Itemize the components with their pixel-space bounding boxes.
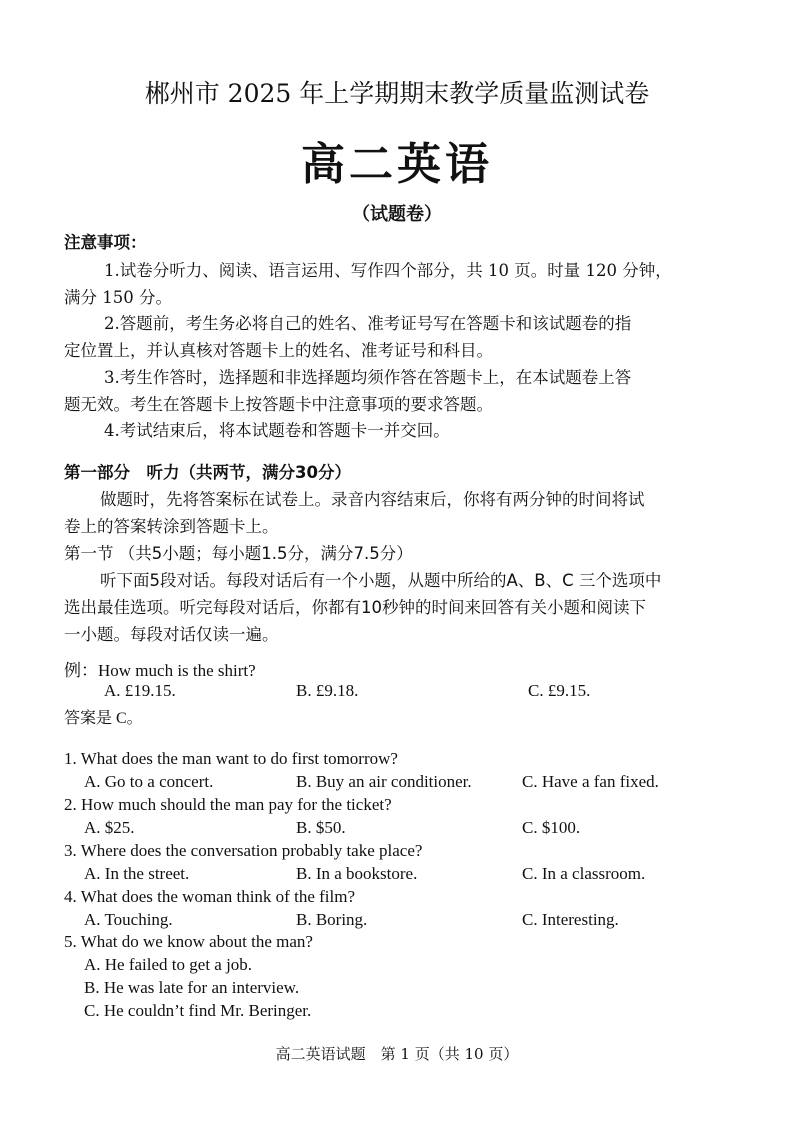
q1-option-c: C. Have a fan fixed. <box>522 772 659 791</box>
notice-line: 满分 150 分。 <box>64 288 172 307</box>
question-1: 1. What does the man want to do first tomorrow? <box>64 749 398 768</box>
q5-option-c: C. He couldn’t find Mr. Beringer. <box>84 1001 312 1020</box>
question-4: 4. What does the woman think of the film? <box>64 887 355 906</box>
part1-intro-line: 卷上的答案转涂到答题卡上。 <box>64 517 279 536</box>
notice-title: 注意事项： <box>64 233 147 252</box>
section1-intro-line: 选出最佳选项。听完每段对话后，你都有10秒钟的时间来回答有关小题和阅读下 <box>64 598 646 617</box>
part1-intro-line: 做题时，先将答案标在试卷上。录音内容结束后，你将有两分钟的时间将试 <box>100 490 645 509</box>
q1-option-b: B. Buy an air conditioner. <box>296 772 472 791</box>
q2-option-a: A. $25. <box>84 818 135 837</box>
q2-option-b: B. $50. <box>296 818 346 837</box>
question-3: 3. Where does the conversation probably take place? <box>64 841 423 860</box>
q3-option-a: A. In the street. <box>84 864 190 883</box>
notice-line: 2.答题前，考生务必将自己的姓名、准考证号写在答题卡和该试题卷的指 <box>104 314 632 333</box>
q3-option-b: B. In a bookstore. <box>296 864 418 883</box>
q4-option-c: C. Interesting. <box>522 910 619 929</box>
section1-intro-line: 听下面5段对话。每段对话后有一个小题，从题中所给的A、B、C 三个选项中 <box>100 571 662 590</box>
q5-option-a: A. He failed to get a job. <box>84 955 253 974</box>
question-2: 2. How much should the man pay for the ticket? <box>64 795 392 814</box>
subtitle: （试题卷） <box>352 204 442 225</box>
q4-option-a: A. Touching. <box>84 910 173 929</box>
example-option-c: C. £9.15. <box>528 681 591 700</box>
q3-option-c: C. In a classroom. <box>522 864 646 883</box>
q2-option-c: C. $100. <box>522 818 581 837</box>
example-question: 例：How much is the shirt? <box>64 661 256 680</box>
section1-intro-line: 一小题。每段对话仅读一遍。 <box>64 625 279 644</box>
section1-title: 第一节 （共5小题；每小题1.5分，满分7.5分） <box>64 544 413 563</box>
example-option-a: A. £19.15. <box>104 681 176 700</box>
notice-line: 题无效。考生在答题卡上按答题卡中注意事项的要求答题。 <box>64 395 493 414</box>
q5-option-b: B. He was late for an interview. <box>84 978 300 997</box>
example-answer: 答案是 C。 <box>64 710 143 727</box>
question-5: 5. What do we know about the man? <box>64 932 313 951</box>
example-option-b: B. £9.18. <box>296 681 359 700</box>
q4-option-b: B. Boring. <box>296 910 368 929</box>
part1-title: 第一部分 听力（共两节，满分30分） <box>64 463 351 482</box>
notice-line: 4.考试结束后，将本试题卷和答题卡一并交回。 <box>104 421 450 440</box>
subject-title: 高二英语 <box>301 139 493 190</box>
page-footer: 高二英语试题 第 1 页（共 10 页） <box>275 1045 519 1063</box>
notice-line: 3.考生作答时，选择题和非选择题均须作答在答题卡上，在本试题卷上答 <box>104 368 632 387</box>
notice-line: 定位置上，并认真核对答题卡上的姓名、准考证号和科目。 <box>64 341 493 360</box>
notice-line: 1.试卷分听力、阅读、语言运用、写作四个部分，共 10 页。时量 120 分钟， <box>104 261 672 280</box>
q1-option-a: A. Go to a concert. <box>84 772 214 791</box>
exam-title: 郴州市 2025 年上学期期末教学质量监测试卷 <box>144 79 650 108</box>
